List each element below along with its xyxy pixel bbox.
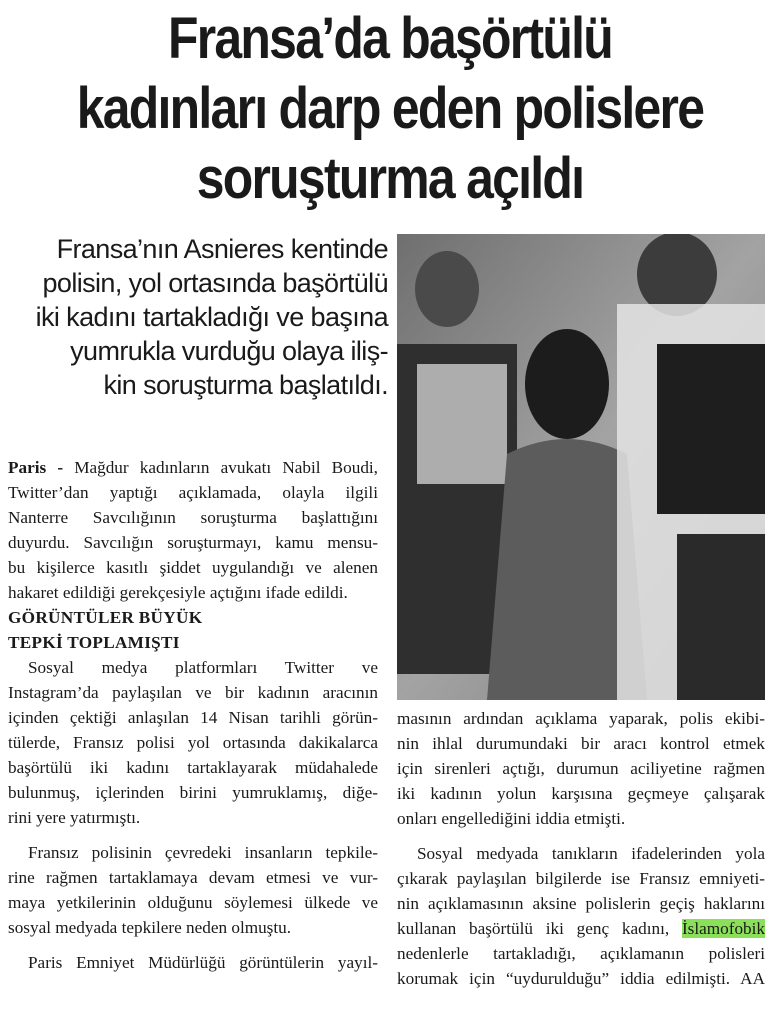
body-line: için sirenleri açtığı, durumun aciliyetine rağmen (397, 759, 765, 778)
body-line: kullanan başörtülü iki genç kadını, İslamofobik (397, 919, 765, 938)
news-photo (397, 234, 765, 700)
body-line: rine rağmen tartaklamaya devam etmesi ve vur- (8, 868, 378, 887)
body-line: nedenlerle tartakladığı, açıklamanın polisleri (397, 944, 765, 963)
lead-line: kin soruşturma başlatıldı. (103, 370, 388, 400)
highlighted-word: İslamofobik (681, 919, 765, 938)
body-line: maya yetkilerinin olduğunu söylemesi ülkede ve (8, 893, 378, 912)
body-line: içinden çektiği anlaşılan 14 Nisan tarihli görün- (8, 708, 378, 727)
body-line: hakaret edildiği gerekçesiyle açtığını ifade edildi. (8, 583, 348, 602)
body-line: nin ihlal durumundaki bir aracı kontrol etmek (397, 734, 765, 753)
body-line: onları engellediğini iddia etmişti. (397, 809, 626, 828)
lead-text (4, 232, 388, 402)
body-line: Sosyal medya platformları Twitter ve (28, 658, 378, 677)
headline (55, 4, 726, 214)
dateline: Paris - (8, 458, 64, 477)
lead-line: Fransa’nın Asnieres kentinde (56, 234, 388, 264)
headline-line: soruşturma açıldı (196, 146, 584, 211)
body-line: Nanterre Savcılığının soruşturma başlattığını (8, 508, 378, 527)
body-column-left (8, 455, 378, 975)
subheading: GÖRÜNTÜLER BÜYÜK (8, 608, 203, 627)
body-line: başörtülü iki kadını tartaklayarak müdahalede (8, 758, 378, 777)
body-line: bulunmuş, içlerinden birini yumruklamış, diğe- (8, 783, 378, 802)
subheading: TEPKİ TOPLAMIŞTI (8, 633, 180, 652)
news-photo-illustration (397, 234, 765, 700)
body-line: çıkarak paylaşılan bilgilerde ise Fransız emniyeti- (397, 869, 765, 888)
body-line: duyurdu. Savcılığın soruşturmayı, kamu mensu- (8, 533, 378, 552)
headline-line: Fransa’da başörtülü (167, 6, 613, 71)
body-line: masının ardından açıklama yaparak, polis ekibi- (397, 709, 765, 728)
lead-line: polisin, yol ortasında başörtülü (42, 268, 388, 298)
body-line: tülerde, Fransız polisi yol ortasında dakikalarca (8, 733, 378, 752)
body-line: Sosyal medyada tanıkların ifadelerinden yola (417, 844, 765, 863)
body-column-right (397, 706, 765, 991)
body-line: Paris Emniyet Müdürlüğü görüntülerin yayıl- (28, 953, 378, 972)
body-line: nin açıklamasının aksine polislerin geçiş haklarını (397, 894, 765, 913)
body-line: Twitter’dan yaptığı açıklamada, olayla ilgili (8, 483, 378, 502)
body-line: iki kadının yolun karşısına geçmeye çalışarak (397, 784, 765, 803)
lead-line: yumrukla vurduğu olaya iliş- (70, 336, 388, 366)
body-line: Paris - Mağdur kadınların avukatı Nabil Boudi, (8, 458, 378, 477)
headline-line: kadınları darp eden polislere (76, 76, 704, 141)
lead-line: iki kadını tartakladığı ve başına (35, 302, 388, 332)
body-line: sosyal medyada tepkilere neden olmuştu. (8, 918, 292, 937)
body-line: korumak için “uydurulduğu” iddia edilmişti. AA (397, 969, 765, 988)
body-line: Instagram’da paylaşılan ve bir kadının aracının (8, 683, 378, 702)
body-line: rini yere yatırmıştı. (8, 808, 141, 827)
body-line: Fransız polisinin çevredeki insanların tepkile- (28, 843, 378, 862)
body-line: bu kişilerce kasıtlı şiddet uygulandığı ve alenen (8, 558, 378, 577)
